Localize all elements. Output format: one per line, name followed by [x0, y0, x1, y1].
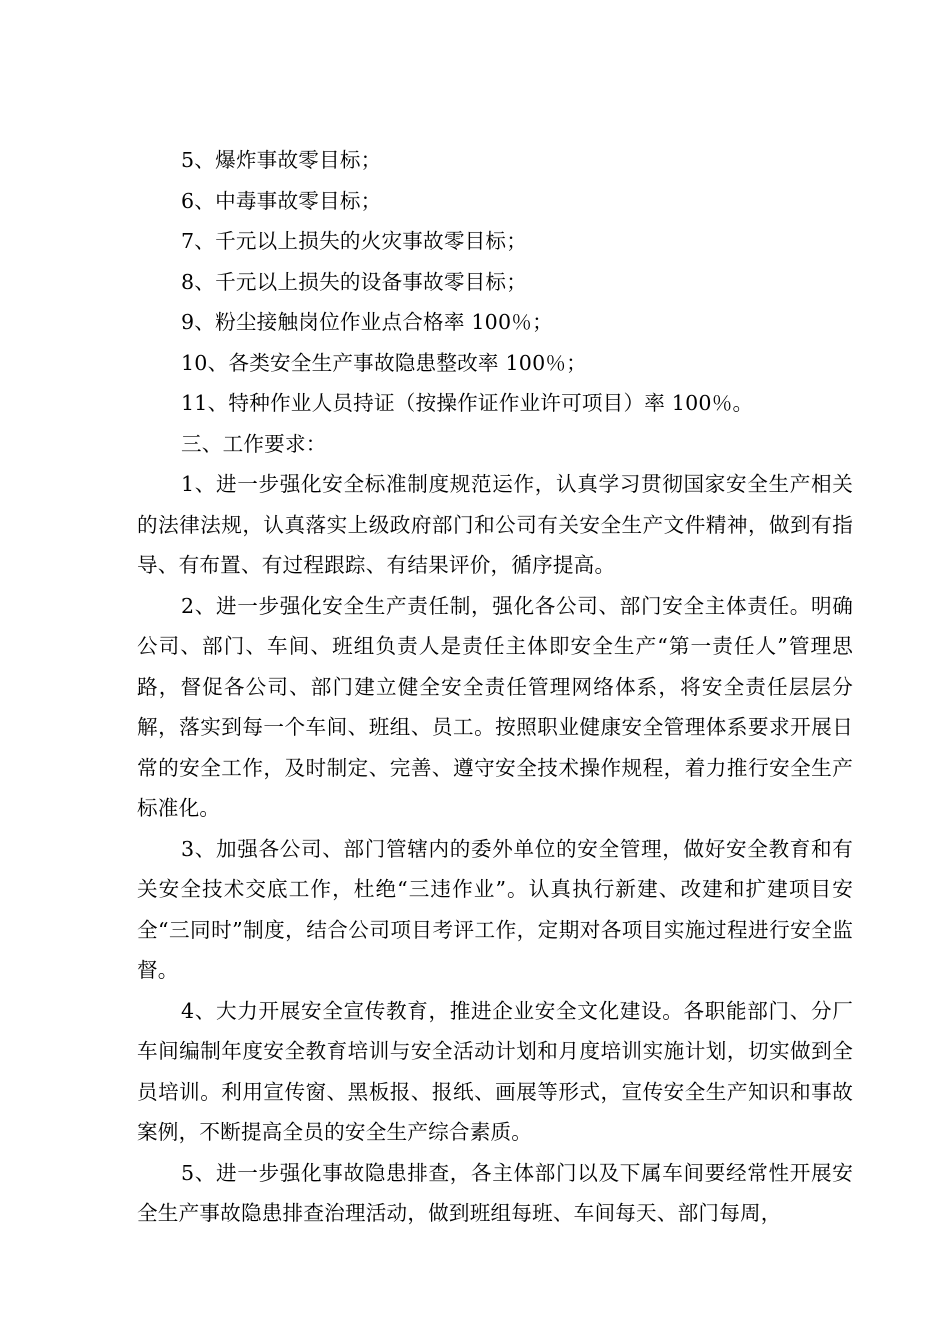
requirement-paragraph-5: 5、进一步强化事故隐患排查，各主体部门以及下属车间要经常性开展安全生产事故隐患排查治理活动，做到班组每班、车间每天、部门每周， [137, 1160, 853, 1225]
section-heading: 三、工作要求： [181, 431, 327, 456]
target-item-5: 5、爆炸事故零目标； [181, 148, 382, 172]
target-item-7: 7、千元以上损失的火灾事故零目标； [181, 229, 528, 253]
target-item-8: 8、千元以上损失的设备事故零目标； [181, 269, 528, 294]
target-item-10: 10、各类安全生产事故隐患整改率 100％； [181, 350, 587, 375]
target-item-6: 6、中毒事故零目标； [181, 188, 382, 213]
requirement-paragraph-1: 1、进一步强化安全标准制度规范运作，认真学习贯彻国家安全生产相关的法律法规，认真落实上级政府部门和公司有关安全生产文件精神，做到有指导、有布置、有过程跟踪、有结果评价，循序提高。 [137, 472, 853, 577]
target-item-9: 9、粉尘接触岗位作业点合格率 100％； [181, 310, 553, 334]
document-body [137, 140, 853, 1234]
requirement-paragraph-4: 4、大力开展安全宣传教育，推进企业安全文化建设。各职能部门、分厂车间编制年度安全教育培训与安全活动计划和月度培训实施计划，切实做到全员培训。利用宣传窗、黑板报、报纸、画展等形式，宣传安全生产知识和事故案例，不断提高全员的安全生产综合素质。 [137, 998, 853, 1144]
requirement-paragraph-3: 3、加强各公司、部门管辖内的委外单位的安全管理，做好安全教育和有关安全技术交底工作，杜绝“三违作业”。认真执行新建、改建和扩建项目安全“三同时”制度，结合公司项目考评工作，定期对各项目实施过程进行安全监督。 [137, 836, 853, 982]
requirement-paragraph-2: 2、进一步强化安全生产责任制，强化各公司、部门安全主体责任。明确公司、部门、车间、班组负责人是责任主体即安全生产“第一责任人”管理思路，督促各公司、部门建立健全安全责任管理网络体系，将安全责任层层分解，落实到每一个车间、班组、员工。按照职业健康安全管理体系要求开展日常的安全工作，及时制定、完善、遵守安全技术操作规程，着力推行安全生产标准化。 [137, 593, 853, 820]
target-item-11: 11、特种作业人员持证（按操作证作业许可项目）率 100％。 [181, 391, 754, 415]
